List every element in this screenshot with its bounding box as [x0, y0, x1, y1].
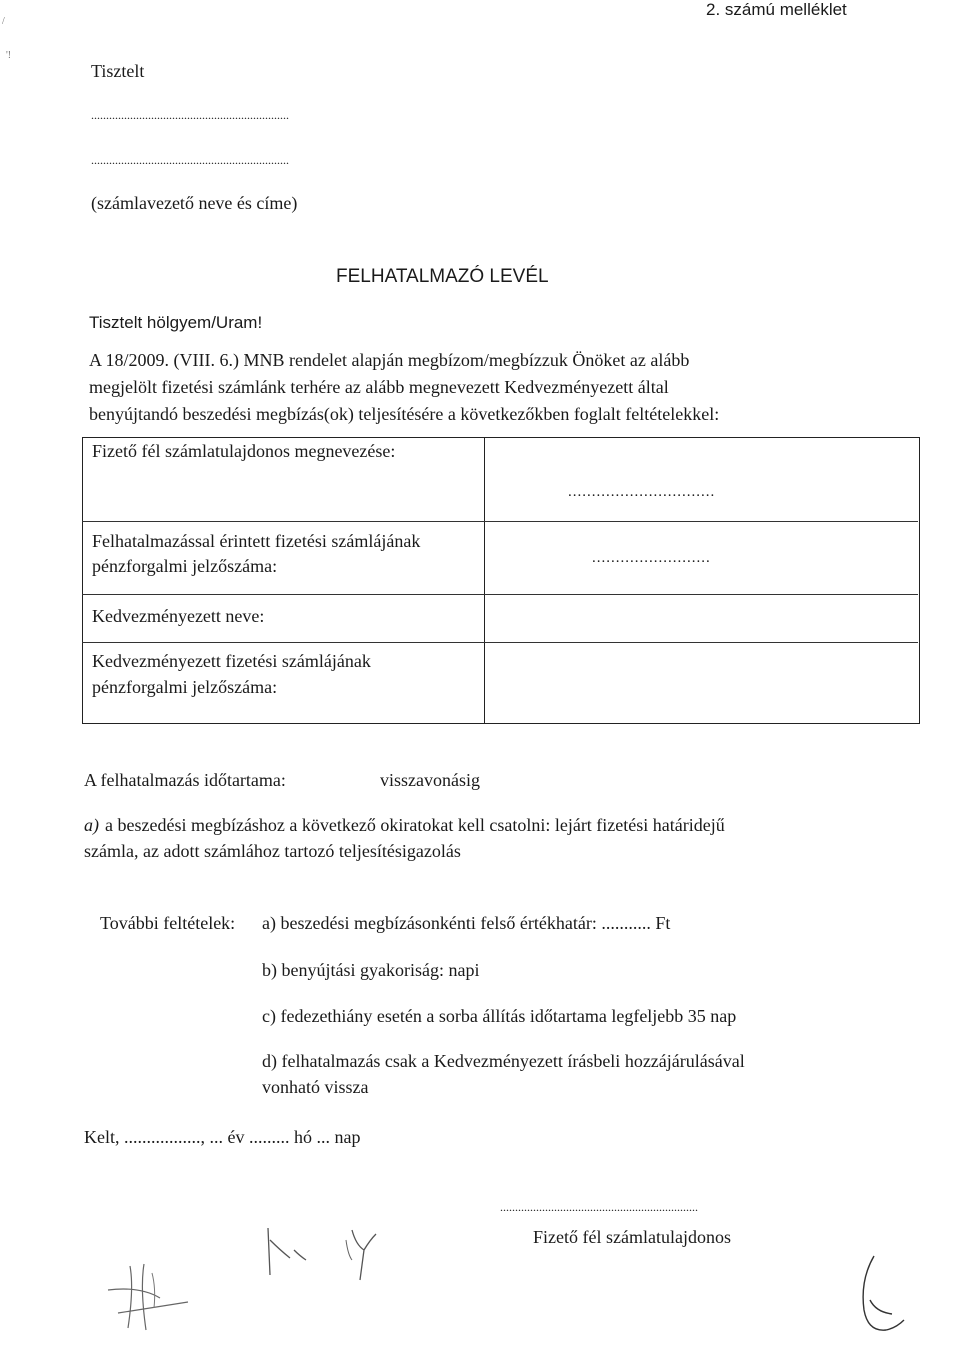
handwritten-mark-icon [852, 1250, 912, 1340]
intro-line-3: benyújtandó beszedési megbízás(ok) teljesítésére a következőkben foglalt feltételekkel: [89, 404, 720, 424]
table-row-divider [82, 642, 918, 643]
duration-value: visszavonásig [380, 770, 480, 790]
address-dots-2: .................................................................. [91, 153, 289, 167]
condition-d-line-2: vonható vissza [262, 1077, 369, 1097]
payer-name-value: ............................... [568, 484, 716, 500]
intro-line-1: A 18/2009. (VIII. 6.) MNB rendelet alapján megbízom/megbízzuk Önöket az alább [89, 350, 690, 370]
handwritten-initials-icon [260, 1220, 400, 1290]
salutation: Tisztelt hölgyem/Uram! [89, 313, 263, 332]
annex-label: 2. számú melléklet [706, 0, 847, 19]
beneficiary-account-label-b: pénzforgalmi jelzőszáma: [92, 677, 278, 697]
payer-account-label-b: pénzforgalmi jelzőszáma: [92, 556, 278, 576]
signature-caption: Fizető fél számlatulajdonos [533, 1227, 731, 1247]
margin-mark: '! [6, 50, 12, 61]
greeting: Tisztelt [91, 61, 145, 81]
condition-c: c) fedezethiány esetén a sorba állítás időtartama legfeljebb 35 nap [262, 1006, 737, 1026]
condition-a: a) beszedési megbízásonkénti felső értékhatár: ........... Ft [262, 913, 671, 933]
table-column-divider [484, 437, 485, 723]
bank-label: (számlavezető neve és címe) [91, 193, 298, 213]
attachments-line-2: számla, az adott számlához tartozó teljesítésigazolás [84, 841, 461, 861]
handwritten-signature-icon [100, 1258, 200, 1338]
date-line: Kelt, ................., ... év ......... hó ... nap [84, 1127, 361, 1147]
beneficiary-account-label-a: Kedvezményezett fizetési számlájának [92, 651, 371, 671]
condition-b: b) benyújtási gyakoriság: napi [262, 960, 480, 980]
document-title: FELHATALMAZÓ LEVÉL [336, 266, 549, 287]
payer-account-label-a: Felhatalmazással érintett fizetési számlájának [92, 531, 421, 551]
margin-mark: / [2, 16, 5, 27]
condition-d-line-1: d) felhatalmazás csak a Kedvezményezett írásbeli hozzájárulásával [262, 1051, 745, 1071]
beneficiary-name-label: Kedvezményezett neve: [92, 606, 265, 626]
payer-name-label: Fizető fél számlatulajdonos megnevezése: [92, 441, 396, 461]
address-dots-1: .................................................................. [91, 108, 289, 122]
signature-dots: .................................................................. [500, 1200, 698, 1214]
payer-account-value: ......................... [592, 550, 711, 566]
attachments-marker: a) [84, 815, 99, 835]
attachments-line-1: a beszedési megbízáshoz a következő okiratokat kell csatolni: lejárt fizetési határidejű [105, 815, 725, 835]
table-row-divider [82, 521, 918, 522]
table-row-divider [82, 594, 918, 595]
duration-label: A felhatalmazás időtartama: [84, 770, 286, 790]
intro-line-2: megjelölt fizetési számlánk terhére az alább megnevezett Kedvezményezett által [89, 377, 669, 397]
conditions-label: További feltételek: [100, 913, 236, 933]
